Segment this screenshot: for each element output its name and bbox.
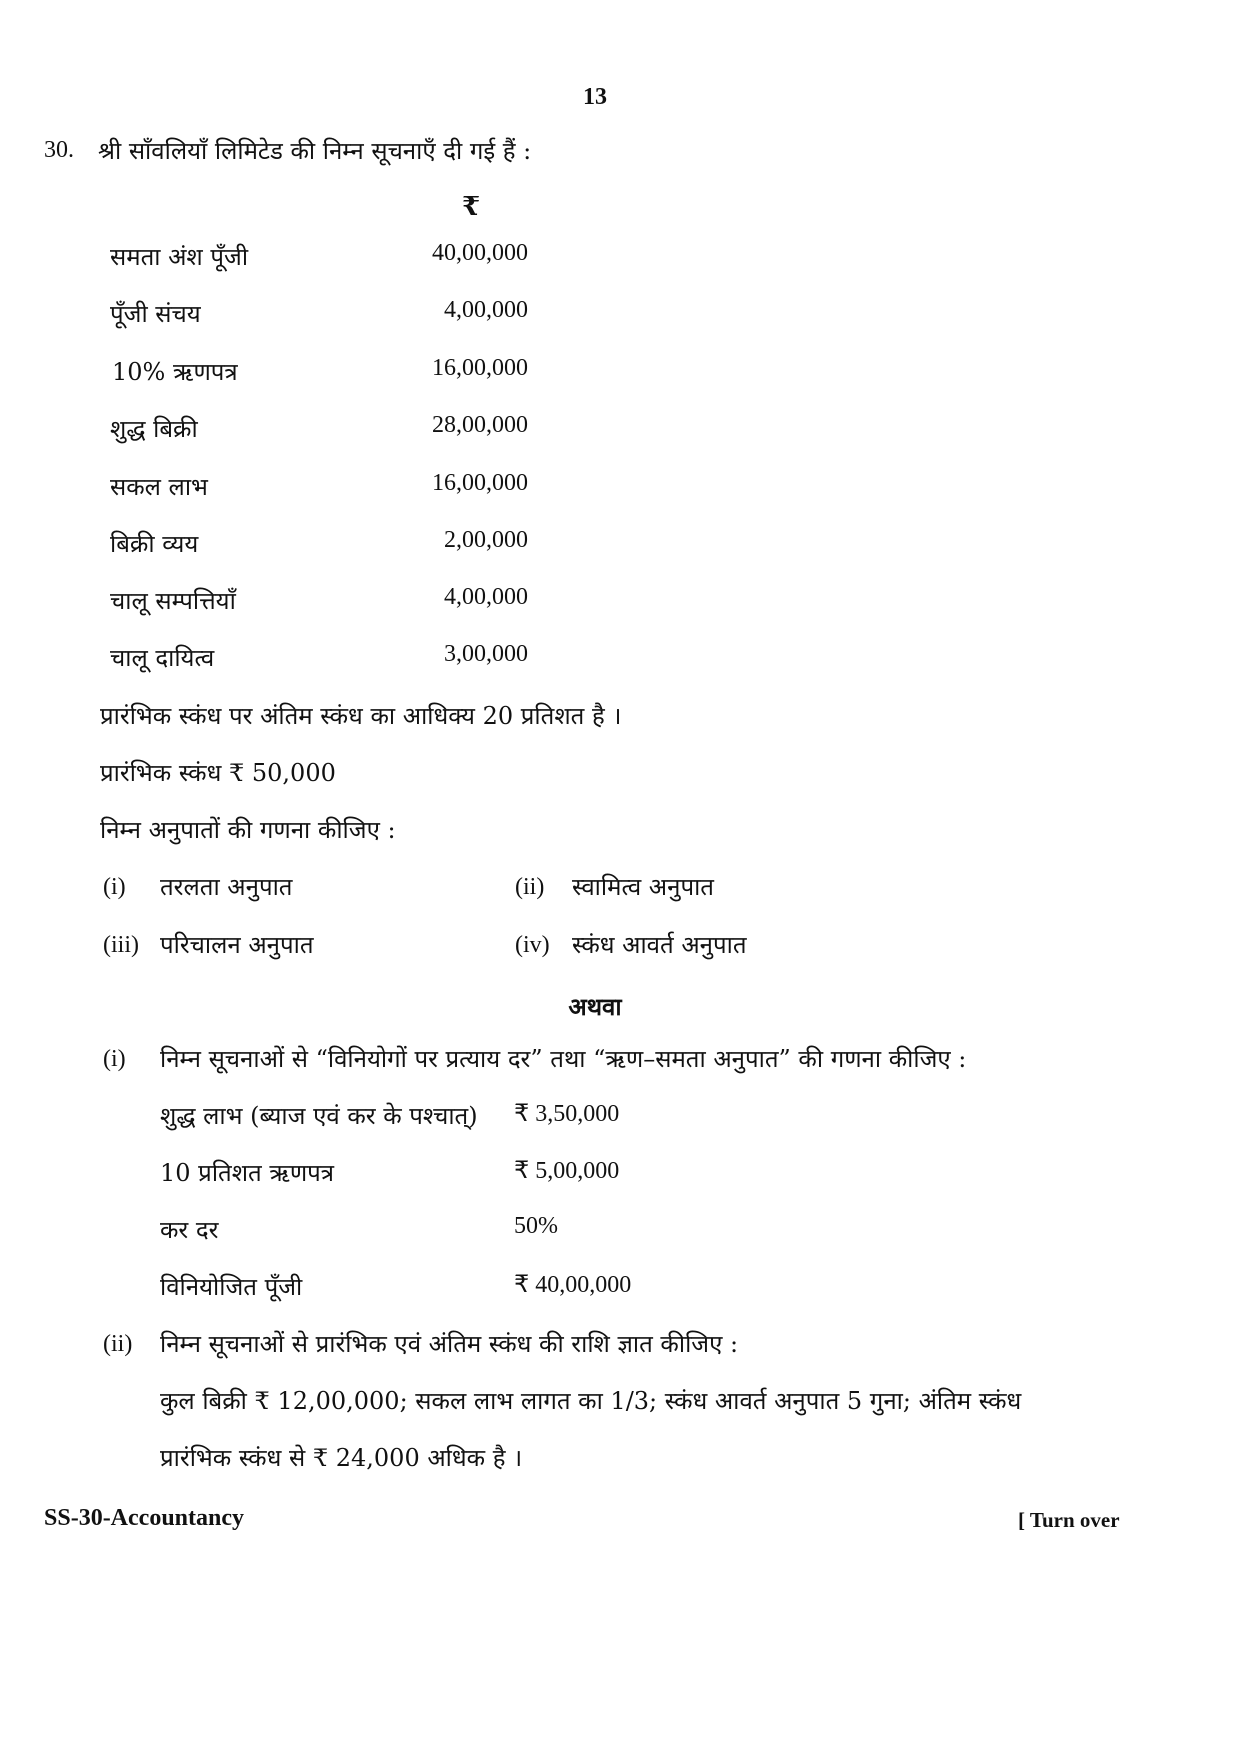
alt-part-num: (ii) — [103, 1331, 133, 1357]
item-label: 10% ऋणपत्र — [112, 358, 238, 386]
ratio-text: परिचालन अनुपात — [160, 931, 314, 959]
item-amount: 16,00,000 — [432, 470, 528, 496]
item-amount: 28,00,000 — [432, 412, 528, 438]
note-excess-stock: प्रारंभिक स्कंध पर अंतिम स्कंध का आधिक्य 20 प्रतिशत है । — [100, 702, 622, 730]
alt-item-value: ₹ 3,50,000 — [514, 1101, 620, 1127]
ratio-num: (iv) — [515, 932, 550, 958]
item-label: चालू दायित्व — [110, 644, 215, 672]
alt-part-line: प्रारंभिक स्कंध से ₹ 24,000 अधिक है । — [160, 1444, 523, 1472]
alt-part-num: (i) — [103, 1046, 126, 1072]
ratio-num: (ii) — [515, 874, 545, 900]
ratio-text: स्कंध आवर्त अनुपात — [572, 931, 747, 959]
item-amount: 40,00,000 — [432, 240, 528, 266]
item-label: बिक्री व्यय — [110, 530, 199, 558]
question-number: 30. — [44, 137, 74, 163]
instruction: निम्न अनुपातों की गणना कीजिए : — [100, 816, 396, 844]
item-label: चालू सम्पत्तियाँ — [110, 587, 236, 615]
item-amount: 4,00,000 — [444, 297, 528, 323]
alt-item-value: ₹ 40,00,000 — [514, 1272, 632, 1298]
item-amount: 16,00,000 — [432, 355, 528, 381]
alt-part-text: निम्न सूचनाओं से प्रारंभिक एवं अंतिम स्कंध की राशि ज्ञात कीजिए : — [160, 1330, 739, 1358]
item-label: सकल लाभ — [110, 473, 208, 501]
ratio-text: स्वामित्व अनुपात — [572, 873, 714, 901]
or-separator: अथवा — [568, 992, 622, 1021]
question-intro: श्री साँवलियाँ लिमिटेड की निम्न सूचनाएँ दी गई हैं : — [98, 137, 532, 165]
item-label: पूँजी संचय — [110, 300, 201, 328]
item-label: शुद्ध बिक्री — [110, 415, 198, 443]
item-label: समता अंश पूँजी — [110, 243, 249, 271]
alt-item-label: विनियोजित पूँजी — [160, 1273, 303, 1301]
ratio-num: (iii) — [103, 932, 139, 958]
alt-item-label: 10 प्रतिशत ऋणपत्र — [160, 1159, 335, 1187]
note-opening-stock: प्रारंभिक स्कंध ₹ 50,000 — [100, 759, 336, 787]
alt-item-value: 50% — [514, 1213, 558, 1239]
alt-part-line: कुल बिक्री ₹ 12,00,000; सकल लाभ लागत का 1/3; स्कंध आवर्त अनुपात 5 गुना; अंतिम स्कंध — [160, 1387, 1022, 1415]
currency-header: ₹ — [462, 192, 481, 222]
turn-over: [ Turn over — [1018, 1508, 1120, 1532]
alt-item-label: शुद्ध लाभ (ब्याज एवं कर के पश्चात्) — [160, 1102, 478, 1130]
item-amount: 2,00,000 — [444, 527, 528, 553]
alt-item-label: कर दर — [160, 1216, 219, 1244]
ratio-text: तरलता अनुपात — [160, 873, 293, 901]
item-amount: 4,00,000 — [444, 584, 528, 610]
ratio-num: (i) — [103, 874, 126, 900]
alt-part-text: निम्न सूचनाओं से “विनियोगों पर प्रत्याय दर” तथा “ऋण–समता अनुपात” की गणना कीजिए : — [160, 1045, 967, 1073]
item-amount: 3,00,000 — [444, 641, 528, 667]
alt-item-value: ₹ 5,00,000 — [514, 1158, 620, 1184]
page-number: 13 — [583, 84, 607, 110]
paper-code: SS-30-Accountancy — [44, 1505, 245, 1531]
